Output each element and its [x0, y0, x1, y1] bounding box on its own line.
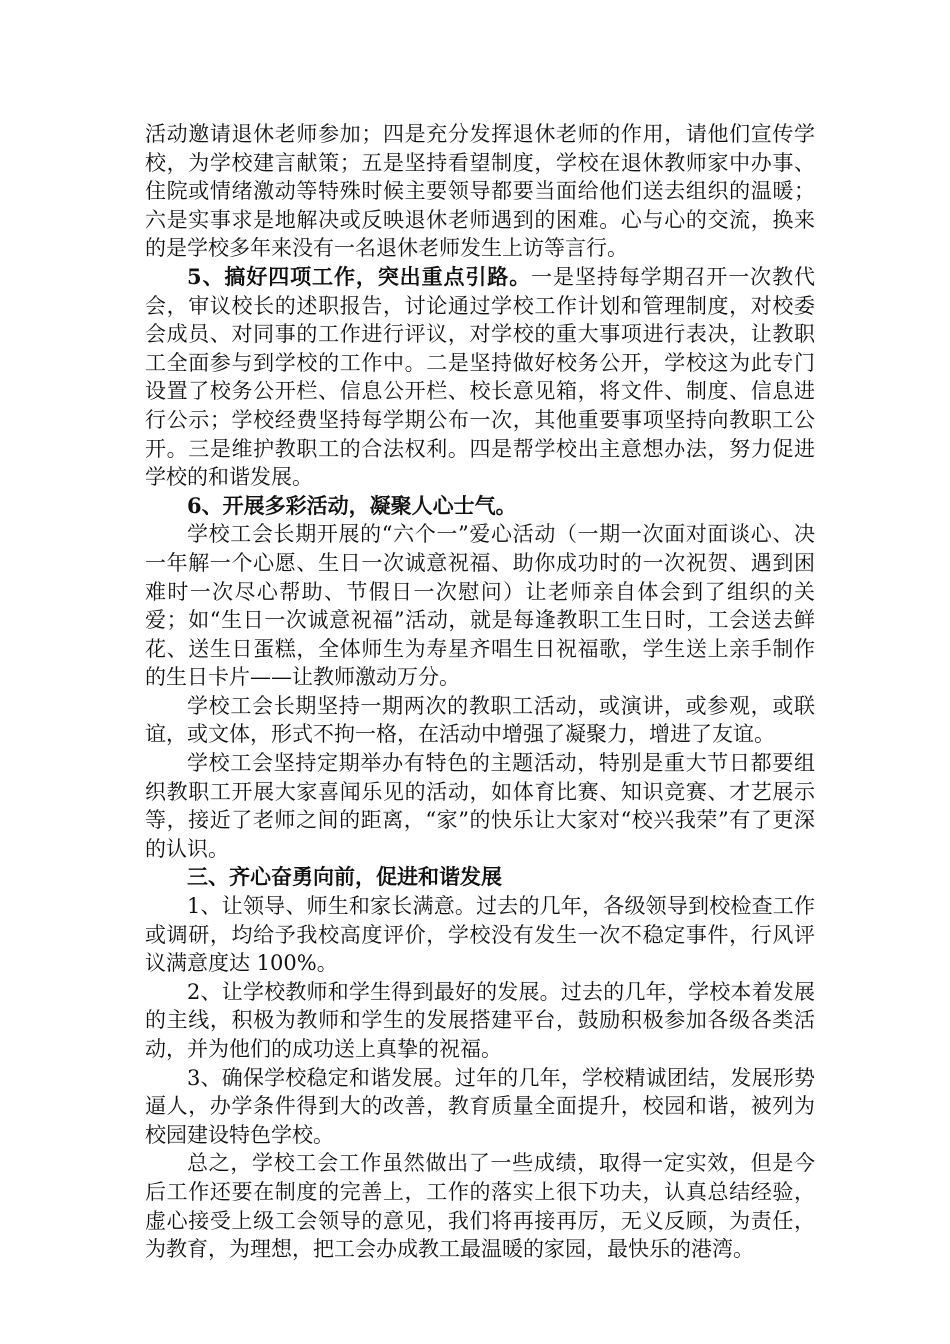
paragraph-four-tasks — [145, 263, 815, 492]
paragraph-text: 活动邀请退休老师参加；四是充分发挥退休老师的作用，请他们宣传学校，为学校建言献策；五是坚持看望制度，学校在退休教师家中办事、住院或情绪激动等特殊时候主要领导都要当面给他们送去组织的温暖；六是实事求是地解决或反映退休老师遇到的困难。心与心的交流，换来的是学校多年来没有一名退休老师发生上访等言行。 — [145, 122, 815, 261]
section-heading-three — [145, 863, 815, 892]
paragraph-heading: 5、搞好四项工作，突出重点引路。 — [187, 263, 532, 289]
paragraph-text: 学校工会长期坚持一期两次的教职工活动，或演讲，或参观，或联谊，或文体，形式不拘一格，在活动中增强了凝聚力，增进了友谊。 — [145, 693, 815, 747]
paragraph-text: 3、确保学校稳定和谐发展。过年的几年，学校精诚团结，发展形势逼人，办学条件得到大的改善，教育质量全面提升，校园和谐，被列为校园建设特色学校。 — [145, 1065, 815, 1147]
paragraph-activities-heading — [145, 492, 815, 521]
paragraph-heading: 6、开展多彩活动，凝聚人心士气。 — [187, 492, 517, 518]
paragraph-text: 总之，学校工会工作虽然做出了一些成绩，取得一定实效，但是今后工作还要在制度的完善上，工作的落实上很下功夫，认真总结经验，虚心接受上级工会领导的意见，我们将再接再厉，无义反顾，为责任，为教育，为理想，把工会办成教工最温暖的家园，最快乐的港湾。 — [145, 1151, 815, 1262]
paragraph-development — [145, 978, 815, 1064]
paragraph-stability — [145, 1064, 815, 1150]
paragraph-text: 一是坚持每学期召开一次教代会，审议校长的述职报告，讨论通过学校工作计划和管理制度，对校委会成员、对同事的工作进行评议，对学校的重大事项进行表决，让教职工全面参与到学校的工作中。二是坚持做好校务公开，学校这为此专门设置了校务公开栏、信息公开栏、校长意见箱，将文件、制度、信息进行公示；学校经费坚持每学期公布一次，其他重要事项坚持向教职工公开。三是维护教职工的合法权利。四是帮学校出主意想办法，努力促进学校的和谐发展。 — [145, 264, 815, 490]
paragraph-retired-teachers — [145, 120, 815, 263]
paragraph-staff-activities — [145, 692, 815, 749]
paragraph-conclusion — [145, 1149, 815, 1263]
paragraph-six-one-activity — [145, 520, 815, 692]
paragraph-text: 2、让学校教师和学生得到最好的发展。过去的几年，学校本着发展的主线，积极为教师和学生的发展搭建平台，鼓励积极参加各级各类活动，并为他们的成功送上真挚的祝福。 — [145, 979, 815, 1061]
paragraph-text: 学校工会坚持定期举办有特色的主题活动，特别是重大节日都要组织教职工开展大家喜闻乐见的活动，如体育比赛、知识竞赛、才艺展示等，接近了老师之间的距离，“家”的快乐让大家对“校兴我荣”有了更深的认识。 — [145, 751, 815, 861]
paragraph-text: 1、让领导、师生和家长满意。过去的几年，各级领导到校检查工作或调研，均给予我校高度评价，学校没有发生一次不稳定事件，行风评议满意度达 100%。 — [145, 894, 815, 976]
paragraph-satisfaction — [145, 892, 815, 978]
section-heading: 三、齐心奋勇向前，促进和谐发展 — [187, 864, 502, 890]
document-page — [145, 120, 815, 1264]
paragraph-theme-activities — [145, 749, 815, 863]
paragraph-text: 学校工会长期开展的“六个一”爱心活动（一期一次面对面谈心、决一年解一个心愿、生日一次诚意祝福、助你成功时的一次祝贺、遇到困难时一次尽心帮助、节假日一次慰问）让老师亲自体会到了组织的关爱；如“生日一次诚意祝福”活动，就是每逢教职工生日时，工会送去鲜花、送生日蛋糕，全体师生为寿星齐唱生日祝福歌，学生送上亲手制作的生日卡片——让教师激动万分。 — [145, 522, 815, 690]
